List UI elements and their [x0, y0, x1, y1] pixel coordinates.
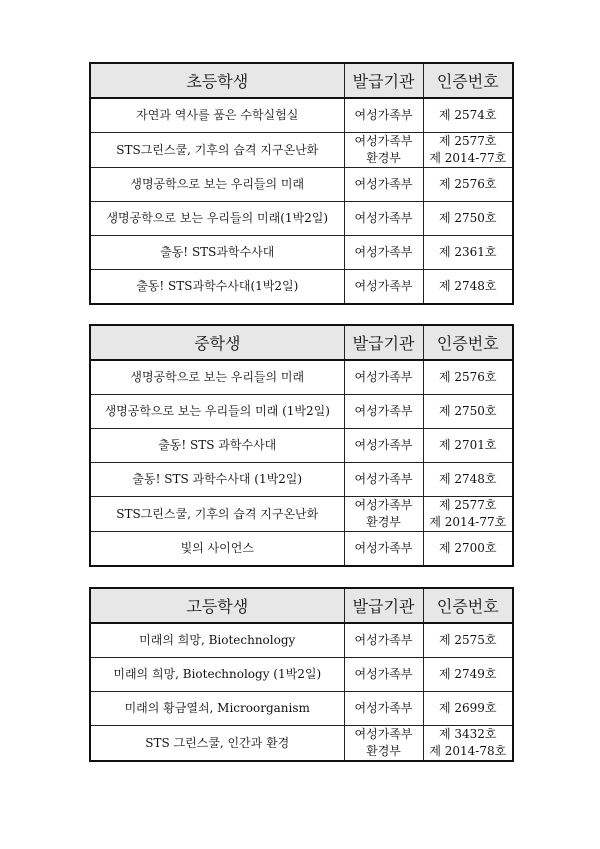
issuer: 여성가족부 — [354, 108, 413, 122]
cert-number: 제 2361호 — [438, 245, 497, 259]
cert-number: 제 2014-77호 — [429, 515, 507, 529]
table-row — [90, 692, 513, 726]
issuer-cell — [344, 429, 423, 463]
issuer-cell — [344, 98, 423, 133]
program-name: 생명공학으로 보는 우리들의 미래 — [90, 360, 344, 395]
issuer-cell — [344, 658, 423, 692]
program-name: 미래의 황금열쇠, Microorganism — [90, 692, 344, 726]
issuer-cell — [344, 463, 423, 497]
cert-no-header: 인증번호 — [423, 588, 513, 623]
header-row — [90, 63, 513, 98]
cert-number: 제 2700호 — [438, 541, 497, 555]
issuer-cell — [344, 236, 423, 270]
cert-no-cell — [423, 168, 513, 202]
program-name: 출동! STS과학수사대 — [90, 236, 344, 270]
cert-number: 제 2014-78호 — [429, 744, 507, 758]
cert-number: 제 2575호 — [438, 633, 497, 647]
cert-no-cell — [423, 532, 513, 567]
program-name: 미래의 희망, Biotechnology — [90, 623, 344, 658]
program-name: 생명공학으로 보는 우리들의 미래(1박2일) — [90, 202, 344, 236]
table-row — [90, 497, 513, 532]
cert-number: 제 2748호 — [438, 279, 497, 293]
issuer: 여성가족부 — [354, 438, 413, 452]
section-title: 초등학생 — [90, 63, 344, 98]
table-row — [90, 133, 513, 168]
issuer-header: 발급기관 — [344, 63, 423, 98]
cert-number: 제 2749호 — [438, 667, 497, 681]
table-row — [90, 395, 513, 429]
issuer-cell — [344, 532, 423, 567]
cert-number: 제 2750호 — [438, 404, 497, 418]
program-name: 생명공학으로 보는 우리들의 미래 (1박2일) — [90, 395, 344, 429]
issuer-cell — [344, 360, 423, 395]
issuer: 여성가족부 — [354, 404, 413, 418]
issuer: 환경부 — [366, 151, 401, 165]
table-row — [90, 236, 513, 270]
issuer: 여성가족부 — [354, 211, 413, 225]
cert-no-cell — [423, 98, 513, 133]
cert-no-cell — [423, 692, 513, 726]
table-row — [90, 623, 513, 658]
cert-number: 제 3432호 — [438, 727, 497, 741]
cert-number: 제 2701호 — [438, 438, 497, 452]
cert-number: 제 2748호 — [438, 472, 497, 486]
section-title: 중학생 — [90, 325, 344, 360]
cert-no-cell — [423, 360, 513, 395]
cert-no-cell — [423, 202, 513, 236]
issuer-cell — [344, 726, 423, 762]
issuer-cell — [344, 692, 423, 726]
cert-no-cell — [423, 236, 513, 270]
issuer-cell — [344, 497, 423, 532]
table-row — [90, 429, 513, 463]
program-name: 빛의 사이언스 — [90, 532, 344, 567]
cert-no-cell — [423, 133, 513, 168]
issuer: 환경부 — [366, 744, 401, 758]
cert-number: 제 2574호 — [438, 108, 497, 122]
high-school-table — [89, 587, 514, 762]
cert-number: 제 2750호 — [438, 211, 497, 225]
issuer: 여성가족부 — [354, 498, 413, 512]
issuer: 여성가족부 — [354, 472, 413, 486]
issuer-header: 발급기관 — [344, 588, 423, 623]
section-title: 고등학생 — [90, 588, 344, 623]
header-row — [90, 325, 513, 360]
issuer: 여성가족부 — [354, 541, 413, 555]
cert-no-cell — [423, 395, 513, 429]
middle-school-table — [89, 324, 514, 567]
issuer-cell — [344, 623, 423, 658]
issuer: 여성가족부 — [354, 667, 413, 681]
cert-no-header: 인증번호 — [423, 325, 513, 360]
issuer-cell — [344, 395, 423, 429]
issuer: 여성가족부 — [354, 279, 413, 293]
cert-no-cell — [423, 463, 513, 497]
issuer: 여성가족부 — [354, 727, 413, 741]
table-row — [90, 658, 513, 692]
issuer-cell — [344, 270, 423, 305]
table-row — [90, 532, 513, 567]
header-row — [90, 588, 513, 623]
cert-number: 제 2699호 — [438, 701, 497, 715]
table-row — [90, 98, 513, 133]
program-name: 출동! STS 과학수사대 — [90, 429, 344, 463]
issuer: 여성가족부 — [354, 370, 413, 384]
program-name: 출동! STS 과학수사대 (1박2일) — [90, 463, 344, 497]
elementary-table — [89, 62, 514, 305]
cert-no-cell — [423, 429, 513, 463]
table-row — [90, 202, 513, 236]
program-name: STS그린스쿨, 기후의 습격 지구온난화 — [90, 133, 344, 168]
issuer: 여성가족부 — [354, 245, 413, 259]
table-row — [90, 360, 513, 395]
program-name: 출동! STS과학수사대(1박2일) — [90, 270, 344, 305]
issuer-header: 발급기관 — [344, 325, 423, 360]
issuer-cell — [344, 133, 423, 168]
cert-no-header: 인증번호 — [423, 63, 513, 98]
program-name: STS그린스쿨, 기후의 습격 지구온난화 — [90, 497, 344, 532]
program-name: 생명공학으로 보는 우리들의 미래 — [90, 168, 344, 202]
program-name: 자연과 역사를 품은 수학실험실 — [90, 98, 344, 133]
table-row — [90, 270, 513, 305]
issuer: 여성가족부 — [354, 701, 413, 715]
table-row — [90, 726, 513, 762]
issuer: 여성가족부 — [354, 134, 413, 148]
cert-no-cell — [423, 623, 513, 658]
cert-no-cell — [423, 270, 513, 305]
cert-number: 제 2577호 — [438, 498, 497, 512]
cert-number: 제 2577호 — [438, 134, 497, 148]
cert-no-cell — [423, 497, 513, 532]
program-name: 미래의 희망, Biotechnology (1박2일) — [90, 658, 344, 692]
cert-no-cell — [423, 658, 513, 692]
issuer-cell — [344, 168, 423, 202]
cert-number: 제 2576호 — [438, 370, 497, 384]
cert-no-cell — [423, 726, 513, 762]
issuer: 환경부 — [366, 515, 401, 529]
program-name: STS 그린스쿨, 인간과 환경 — [90, 726, 344, 762]
cert-number: 제 2014-77호 — [429, 151, 507, 165]
table-row — [90, 168, 513, 202]
cert-number: 제 2576호 — [438, 177, 497, 191]
issuer-cell — [344, 202, 423, 236]
issuer: 여성가족부 — [354, 177, 413, 191]
issuer: 여성가족부 — [354, 633, 413, 647]
table-row — [90, 463, 513, 497]
